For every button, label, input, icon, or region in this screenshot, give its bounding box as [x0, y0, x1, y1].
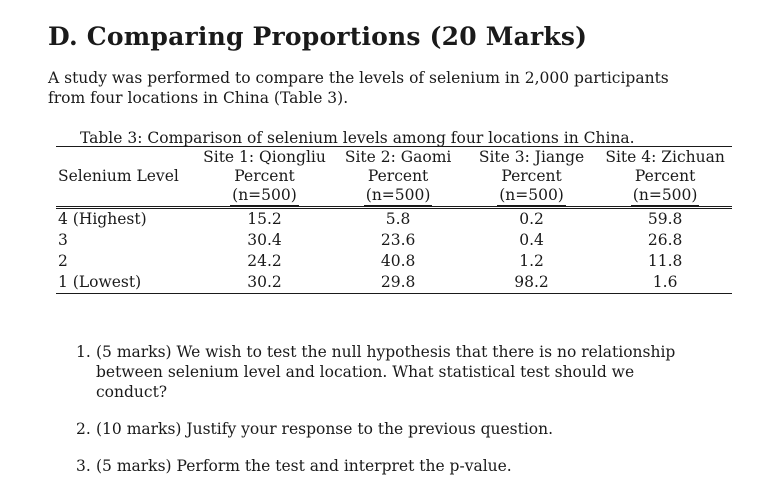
- table-row: [56, 251, 732, 272]
- question-item: [76, 419, 696, 439]
- level-cell: 2: [58, 252, 68, 270]
- question-number: 2.: [76, 420, 91, 438]
- table-row: [56, 230, 732, 251]
- table-caption-prefix: Table 3:: [80, 129, 148, 147]
- level-cell: 1 (Lowest): [56, 272, 198, 294]
- question-number: 1.: [76, 343, 91, 361]
- value-cell: 23.6: [380, 231, 416, 249]
- selenium-table-container: [56, 146, 732, 294]
- value-cell: 30.4: [247, 231, 282, 249]
- row-header: Selenium Level: [58, 167, 179, 185]
- site-4-n: (n=500): [632, 186, 698, 204]
- intro-line-1: A study was performed to compare the levels of selenium in 2,000 participants: [48, 69, 669, 87]
- site-1-n: (n=500): [232, 186, 297, 204]
- table-row: [56, 272, 732, 294]
- value-cell: 5.8: [331, 208, 464, 231]
- table-caption-text: Comparison of selenium levels among four locations in China.: [147, 129, 635, 147]
- value-cell: 0.4: [519, 231, 544, 249]
- value-cell: 24.2: [247, 252, 282, 270]
- question-text: (5 marks) We wish to test the null hypothesis that there is no relationship between selenium level and location. What statistical test should we conduct?: [96, 343, 676, 401]
- site-2-name: Site 2: Gaomi: [344, 148, 452, 166]
- value-cell: 0.2: [465, 208, 598, 231]
- site-3-n: (n=500): [499, 186, 564, 204]
- intro-line-2: from four locations in China (Table 3).: [48, 89, 349, 107]
- site-2-n: (n=500): [365, 186, 431, 204]
- table-caption: [80, 129, 635, 147]
- intro-paragraph: [48, 68, 728, 108]
- question-text: (10 marks) Justify your response to the previous question.: [96, 420, 554, 438]
- site-name-row: [56, 147, 732, 167]
- site-1-measure: Percent: [234, 167, 295, 185]
- value-cell: 11.8: [647, 252, 683, 270]
- question-list: [76, 342, 696, 493]
- site-1-name: Site 1: Qiongliu: [203, 148, 326, 166]
- value-cell: 59.8: [598, 208, 732, 231]
- question-text: (5 marks) Perform the test and interpret the p-value.: [96, 457, 512, 475]
- question-item: [76, 342, 696, 402]
- value-cell: 98.2: [465, 272, 598, 294]
- site-3-name: Site 3: Jiange: [478, 148, 585, 166]
- question-item: [76, 456, 696, 476]
- site-3-measure: Percent: [501, 167, 562, 185]
- level-cell: 4 (Highest): [56, 208, 198, 231]
- value-cell: 1.2: [519, 252, 544, 270]
- site-4-measure: Percent: [634, 167, 696, 185]
- section-heading: D. Comparing Proportions (20 Marks): [48, 22, 588, 51]
- site-4-name: Site 4: Zichuan: [605, 148, 725, 166]
- question-number: 3.: [76, 457, 91, 475]
- value-cell: 1.6: [598, 272, 732, 294]
- site-2-measure: Percent: [367, 167, 429, 185]
- value-cell: 40.8: [380, 252, 416, 270]
- value-cell: 26.8: [647, 231, 683, 249]
- value-cell: 15.2: [198, 208, 332, 231]
- selenium-table: [56, 146, 732, 294]
- table-row: [56, 208, 732, 231]
- value-cell: 30.2: [198, 272, 332, 294]
- value-cell: 29.8: [331, 272, 464, 294]
- level-cell: 3: [58, 231, 68, 249]
